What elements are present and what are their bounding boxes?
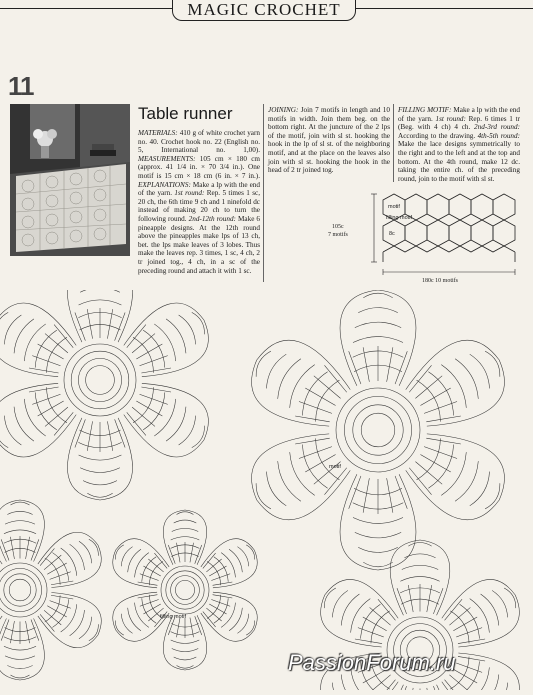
crochet-diagram — [0, 290, 533, 690]
schematic-filling-label: filling motif — [386, 215, 412, 221]
magazine-header — [172, 0, 356, 21]
diagram-motif-label: motif — [329, 464, 341, 470]
column-divider — [393, 104, 394, 182]
materials-text: 410 g of white crochet yarn no. 40. Crochet hook no. 22 (English no. 5, International no. 1,00). — [138, 129, 260, 155]
materials-label: MATERIALS: — [138, 129, 178, 137]
filling-round2-label: 2nd-3rd round: — [474, 123, 520, 132]
explanations-text: Make a lp with the end of the yarn. — [138, 180, 260, 198]
filling-round4-label: 4th-5th round: — [477, 131, 520, 140]
filling-round4-text: Make the lace designs symmetrically to the right and to the left and at the top and bottom. At the 4th round, make 12 dc. taking the entire ch. of the preceding round, join to the motif with sl st. — [398, 140, 520, 183]
measurements-label: MEASUREMENTS: — [138, 154, 196, 163]
section-number: 11 — [8, 71, 34, 101]
schematic-height-label: 105c — [332, 224, 344, 230]
assembly-schematic — [328, 190, 528, 290]
joining-text: Join 7 motifs in length and 10 motifs in width. Join them beg. on the bottom right. At the juncture of the 2 lps of the motif, join with sl st. hooking the hook in the lp of sl st. of the neighboring motif, and at the place on the leaves also join with sl st. hooking the hook in the head of 2 tr joined tog. — [268, 106, 390, 175]
watermark: PassionForum.ru — [288, 650, 456, 675]
pattern-text-column-2 — [268, 106, 390, 175]
measurements-text: 105 cm × 180 cm (approx. 41 1/4 in. × 70 3/4 in.). One motif is 15 cm × 18 cm (6 in. × 7 in.). — [138, 154, 260, 180]
pattern-text-column-3 — [398, 106, 520, 183]
round2-text: Make 6 pineapple designs. At the 12th round above the pineapples make lps of 13 ch, bet. the lps make leaves of 3 lobes. Thus make the leaves rep. 3 times, 1 sc, 4 ch, 2 tr joined tog., 4 ch, in a sc of the preceding round and attach it with 1 sc. — [138, 214, 261, 275]
schematic-height-motifs: 7 motifs — [328, 232, 348, 238]
explanations-label: EXPLANATIONS: — [138, 180, 191, 189]
table-runner-photo — [10, 104, 130, 256]
column-divider — [263, 104, 264, 282]
round1-label: 1st round: — [174, 189, 205, 198]
schematic-size-label: 8c — [389, 231, 395, 237]
round2-label: 2nd-12th round: — [188, 214, 236, 223]
filling-round1-label: 1st round: — [435, 114, 466, 123]
round1-text: Rep. 5 times 1 sc, 20 ch, the 6th time 9 ch and 1 ninefold dc instead of making 20 ch to turn the following round. — [138, 189, 261, 223]
magazine-title: MAGIC CROCHET — [187, 0, 341, 19]
filling-round2-text: According to the drawing. — [398, 131, 476, 140]
diagram-filling-label: filling motif — [160, 614, 186, 620]
pattern-text-column-1 — [138, 129, 260, 275]
filling-motif-label: FILLING MOTIF: — [398, 106, 452, 114]
filling-round1-text: Rep. 6 times 1 tr (Beg. with 4 ch) 4 ch. — [398, 114, 521, 132]
schematic-motif-label: motif — [388, 204, 400, 210]
filling-motif-text: Make a lp with the end of the yarn. — [398, 106, 521, 123]
pattern-title: Table runner — [138, 104, 233, 123]
joining-label: JOINING: — [268, 106, 299, 114]
schematic-width-label: 180c 10 motifs — [422, 278, 458, 284]
